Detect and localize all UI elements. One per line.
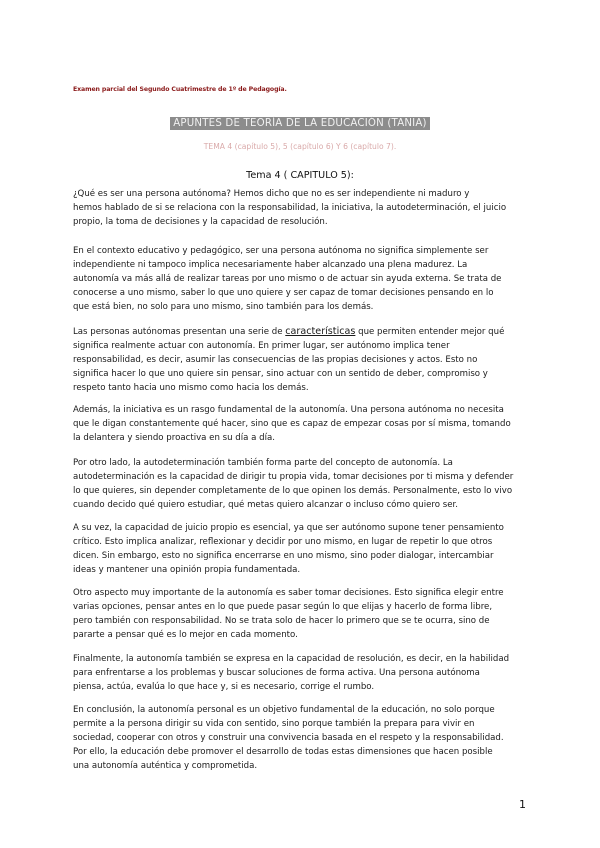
text-line: En el contexto educativo y pedagógico, ser una persona autónoma no significa simplemente ser [73,246,489,256]
text-line: hemos hablado de si se relaciona con la responsabilidad, la iniciativa, la autodeterminación, el juicio [73,203,507,213]
paragraph-self-determination [73,456,528,512]
text-line: Además, la iniciativa es un rasgo fundamental de la autonomía. Una persona autónoma no necesita [73,405,504,415]
paragraph-context [73,244,528,314]
text-line: independiente ni tampoco implica necesariamente haber alcanzado una plena madurez. La [73,260,468,270]
text-line: ideas y mantener una opinión propia fundamentada. [73,565,301,575]
text-line: que está bien, no solo para uno mismo, sino también para los demás. [73,302,374,312]
text-line: pararte a pensar qué es lo mejor en cada momento. [73,630,298,640]
text-line: propio, la toma de decisiones y la capacidad de resolución. [73,217,328,227]
paragraph-intro [73,187,528,229]
text-line: una autonomía auténtica y comprometida. [73,761,258,771]
paragraph-initiative [73,403,528,445]
text-line: varias opciones, pensar antes en lo que puede pasar según lo que elijas y hacerlo de forma libre, [73,602,493,612]
document-subtitle: TEMA 4 (capítulo 5), 5 (capítulo 6) Y 6 (capítulo 7). [203,142,397,151]
text-line: Finalmente, la autonomía también se expresa en la capacidad de resolución, es decir, en la habilidad [73,654,510,664]
text-line: responsabilidad, es decir, asumir las consecuencias de las propias decisiones y actos. Esto no [73,355,478,365]
text-line: lo que quieres, sin depender completamente de lo que opinen los demás. Personalmente, esto lo vivo [73,486,513,496]
text-line: Otro aspecto muy importante de la autonomía es saber tomar decisiones. Esto significa elegir entre [73,588,504,598]
text-line: En conclusión, la autonomía personal es un objetivo fundamental de la educación, no solo porque [73,705,495,715]
text-line: conocerse a uno mismo, saber lo que uno quiere y ser capaz de tomar decisiones pensando en lo [73,288,494,298]
paragraph-judgment [73,521,528,577]
exam-note: Examen parcial del Segundo Cuatrimestre de 1º de Pedagogía. [73,86,287,93]
text-line: que le digan constantemente qué hacer, sino que es capaz de empezar cosas por sí misma, tomando [73,419,511,429]
text-line: permite a la persona dirigir su vida con sentido, sino porque también la prepara para vivir en [73,719,475,729]
text-line: autonomía va más allá de realizar tareas por uno mismo o de actuar sin ayuda externa. Se trata de [73,274,502,284]
text-line: para enfrentarse a los problemas y buscar soluciones de forma activa. Una persona autónoma [73,668,480,678]
text-line: significa hacer lo que uno quiere sin pensar, sino actuar con un sentido de deber, compromiso y [73,369,488,379]
text-line: respeto tanto hacia uno mismo como hacia los demás. [73,383,309,393]
text-line: dicen. Sin embargo, esto no significa encerrarse en uno mismo, sino poder dialogar, intercambiar [73,551,494,561]
text-line [73,325,528,339]
paragraph-conclusion [73,703,528,773]
text-line: cuando decido qué quiero estudiar, qué metas quiero alcanzar o incluso cómo quiero ser. [73,500,458,510]
text-segment: que permiten entender mejor qué [355,327,505,337]
text-line: ¿Qué es ser una persona autónoma? Hemos dicho que no es ser independiente ni maduro y [73,189,470,199]
text-line: pero también con responsabilidad. No se trata solo de hacer lo primero que se te ocurra, sino de [73,616,490,626]
text-line: Por ello, la educación debe promover el desarrollo de todas estas dimensiones que hacen posible [73,747,493,757]
text-line: crítico. Esto implica analizar, reflexionar y decidir por uno mismo, en lugar de repetir lo que otros [73,537,493,547]
text-line: la delantera y siendo proactiva en su día a día. [73,433,275,443]
text-line: piensa, actúa, evalúa lo que hace y, si es necesario, corrige el rumbo. [73,682,375,692]
paragraph-decisions [73,586,528,642]
section-heading: Tema 4 ( CAPITULO 5): [246,170,354,181]
text-line: A su vez, la capacidad de juicio propio es esencial, ya que ser autónomo supone tener pensamiento [73,523,504,533]
paragraph-characteristics [73,325,528,395]
title-container [0,111,600,130]
paragraph-resolution [73,652,528,694]
text-line: Por otro lado, la autodeterminación también forma parte del concepto de autonomía. La [73,458,453,468]
page-number: 1 [519,798,526,811]
text-line: sociedad, cooperar con otros y construir una convivencia basada en el respeto y la responsabilidad. [73,733,504,743]
document-title: APUNTES DE TEORÍA DE LA EDUCACIÓN (TANIA) [170,117,429,130]
text-line: significa realmente actuar con autonomía. En primer lugar, ser autónomo implica tener [73,341,450,351]
underlined-term: características [285,326,356,337]
text-line: autodeterminación es la capacidad de dirigir tu propia vida, tomar decisiones por ti misma y defender [73,472,514,482]
text-segment: Las personas autónomas presentan una serie de [73,327,286,337]
